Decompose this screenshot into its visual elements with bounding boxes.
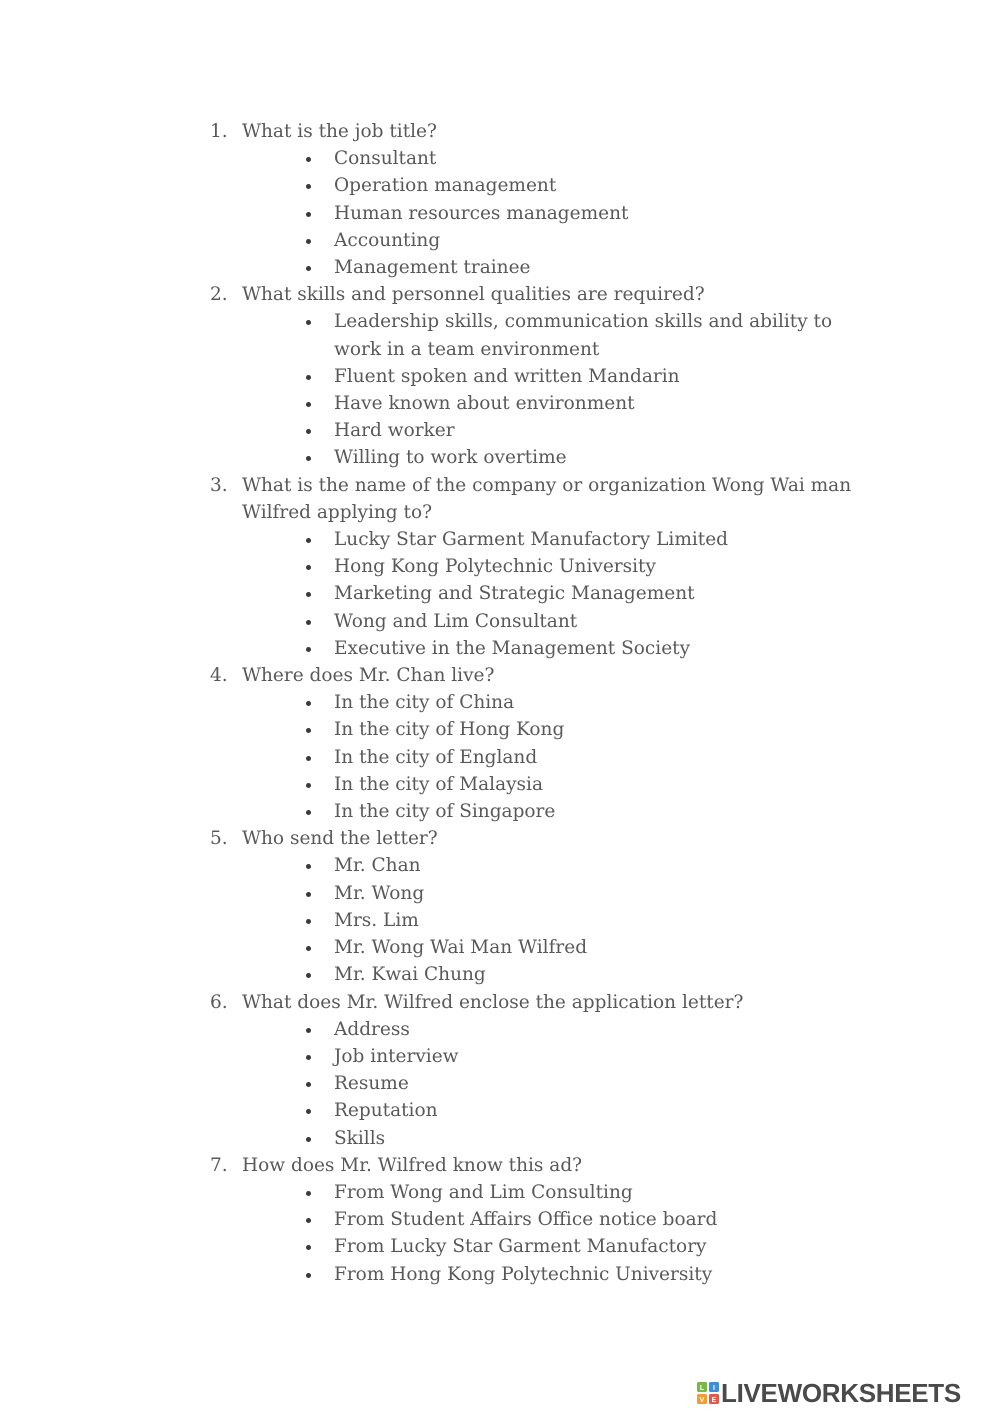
liveworksheets-logo-icon (697, 1382, 719, 1404)
question-4 (0, 662, 1000, 825)
answer-option: In the city of Malaysia (0, 771, 882, 798)
answer-option: Willing to work overtime (0, 444, 882, 471)
answer-option: Reputation (0, 1097, 882, 1124)
question-2 (0, 281, 1000, 471)
answer-option: Mr. Chan (0, 852, 882, 879)
answer-option: In the city of Hong Kong (0, 716, 882, 743)
question-number: 4. (210, 665, 228, 687)
question-7 (0, 1152, 1000, 1288)
question-text: How does Mr. Wilfred know this ad? (242, 1154, 583, 1176)
answer-option: Wong and Lim Consultant (0, 608, 882, 635)
worksheet (0, 118, 1000, 1288)
question-1 (0, 118, 1000, 281)
answer-option: Mrs. Lim (0, 907, 882, 934)
question-number: 1. (210, 121, 228, 142)
question-text: What skills and personnel qualities are required? (242, 284, 705, 306)
answer-option: Job interview (0, 1043, 882, 1070)
svg-text:E: E (711, 1397, 717, 1404)
answer-option: Hard worker (0, 417, 882, 444)
svg-text:I: I (713, 1385, 715, 1392)
question-text: What is the job title? (242, 121, 437, 142)
answer-option: Management trainee (0, 254, 882, 281)
svg-text:V: V (699, 1397, 705, 1404)
question-6 (0, 989, 1000, 1152)
answer-option: Executive in the Management Society (0, 635, 882, 662)
answer-option: In the city of China (0, 689, 882, 716)
question-number: 5. (210, 828, 228, 850)
answer-option: From Lucky Star Garment Manufactory (0, 1233, 882, 1260)
question-number: 3. (210, 474, 228, 496)
answer-option: Have known about environment (0, 390, 882, 417)
question-text: Who send the letter? (242, 828, 438, 850)
answer-option: Address (0, 1016, 882, 1043)
answer-option: Leadership skills, communication skills and ability to work in a team environment (0, 308, 882, 362)
answer-option: Resume (0, 1070, 882, 1097)
svg-text:L: L (699, 1385, 705, 1392)
answer-option: Marketing and Strategic Management (0, 580, 882, 607)
question-5 (0, 825, 1000, 988)
answer-option: Hong Kong Polytechnic University (0, 553, 882, 580)
answer-option: Consultant (0, 145, 882, 172)
question-number: 2. (210, 284, 228, 306)
answer-option: Mr. Wong Wai Man Wilfred (0, 934, 882, 961)
brand-name: LIVEWORKSHEETS (721, 1378, 961, 1408)
answer-option: From Wong and Lim Consulting (0, 1179, 882, 1206)
answer-option: Mr. Kwai Chung (0, 961, 882, 988)
answer-option: In the city of Singapore (0, 798, 882, 825)
question-number: 7. (210, 1154, 228, 1176)
question-text: What does Mr. Wilfred enclose the application letter? (242, 991, 744, 1013)
question-text: What is the name of the company or organization Wong Wai man Wilfred applying to? (242, 474, 852, 523)
answer-option: Mr. Wong (0, 880, 882, 907)
question-text: Where does Mr. Chan live? (242, 665, 495, 687)
question-number: 6. (210, 991, 228, 1013)
answer-option: Operation management (0, 172, 882, 199)
question-3 (0, 472, 1000, 662)
answer-option: From Hong Kong Polytechnic University (0, 1261, 882, 1288)
liveworksheets-brand (697, 1378, 961, 1408)
answer-option: Accounting (0, 227, 882, 254)
answer-option: In the city of England (0, 744, 882, 771)
answer-option: Skills (0, 1125, 882, 1152)
answer-option: Fluent spoken and written Mandarin (0, 363, 882, 390)
answer-option: Lucky Star Garment Manufactory Limited (0, 526, 882, 553)
answer-option: From Student Affairs Office notice board (0, 1206, 882, 1233)
answer-option: Human resources management (0, 200, 882, 227)
